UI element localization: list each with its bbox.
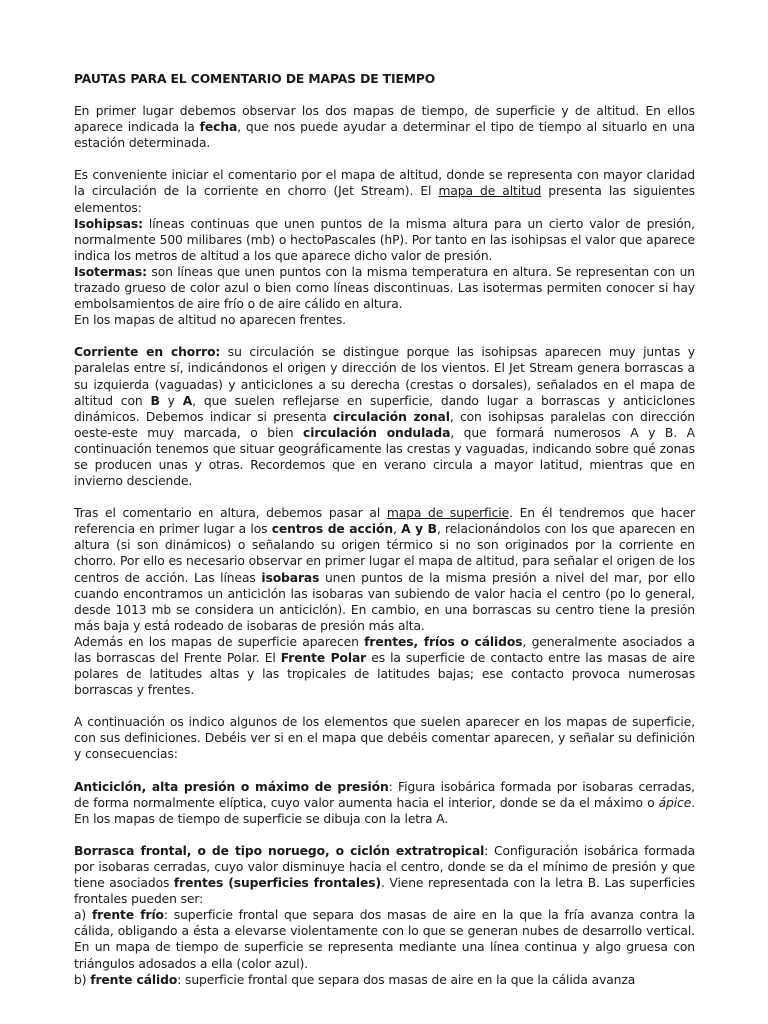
document-title: PAUTAS PARA EL COMENTARIO DE MAPAS DE TIEMPO: [74, 72, 436, 86]
mapa-altitud-link[interactable]: mapa de altitud: [438, 184, 542, 199]
isohipsas-definition: Isohipsas: líneas continuas que unen puntos de la misma altura para un cierto valor de presión, normalmente 500 milibares (mb) o hectoPascales (hP). Por tanto en las isohipsas el valor que aparece indica los metros de altitud a los que aparece dicho valor de presión.: [74, 216, 695, 263]
frentes-paragraph: Además en los mapas de superficie aparecen frentes, fríos o cálidos, generalmente asociados a las borrascas del Frente Polar. El Frente Polar es la superficie de contacto entre las masas de aire polares de latitudes altas y las tropicales de latitudes bajas; ese contacto provoca numerosas borrascas y frentes.: [74, 634, 695, 698]
document-body: [74, 71, 695, 988]
superficie-paragraph: Tras el comentario en altura, debemos pasar al mapa de superficie. En él tendremos que hacer referencia en primer lugar a los centros de acción, A y B, relacionándolos con los que aparecen en altura (si son dinámicos) o señalando su origen térmico si no son originados por la corriente en chorro. Por ello es necesario observar en primer lugar el mapa de altitud, para señalar el origen de los centros de acción. Las líneas isobaras unen puntos de la misma presión a nivel del mar, por ello cuando encontramos un anticiclón las isobaras van subiendo de valor hacia el centro (po lo general, desde 1013 mb se considera un anticiclón). En cambio, en una borrascas su centro tiene la presión más baja y está rodeado de isobaras de presión más alta.: [74, 506, 695, 633]
indico-paragraph: A continuación os indico algunos de los elementos que suelen aparecer en los mapas de superficie, con sus definiciones. Debéis ver si en el mapa que debéis comentar aparecen, y señalar su definición y consecuencias:: [74, 715, 695, 762]
corriente-paragraph: Corriente en chorro: su circulación se distingue porque las isohipsas aparecen muy juntas y paralelas entre sí, indicándonos el origen y dirección de los vientos. El Jet Stream genera borrascas a su izquierda (vaguadas) y anticiclones a su derecha (crestas o dorsales), señalados en el mapa de altitud con B y A, que suelen reflejarse en superficie, dando lugar a borrascas y anticiclones dinámicos. Debemos indicar si presenta circulación zonal, con isohipsas paralelas con dirección oeste-este muy marcada, o bien circulación ondulada, que formará numerosos A y B. A continuación tenemos que situar geográficamente las crestas y vaguadas, indicando sobre qué zonas se producen unas y otras. Recordemos que en verano circula a mayor latitud, mientras que en invierno desciende.: [74, 345, 696, 489]
anticiclon-definition: Anticiclón, alta presión o máximo de presión: Figura isobárica formada por isobaras cerradas, de forma normalmente elíptica, cuyo valor aumenta hacia el interior, donde se da el máximo o ápice. En los mapas de tiempo de superficie se dibuja con la letra A.: [74, 779, 695, 826]
mapa-superficie-link[interactable]: mapa de superficie: [386, 506, 510, 521]
frente-calido-item: b) frente cálido: superficie frontal que separa dos masas de aire en la que la cálida avanza: [74, 972, 636, 987]
altitud-paragraph: Es conveniente iniciar el comentario por el mapa de altitud, donde se representa con mayor claridad la circulación de la corriente en chorro (Jet Stream). El mapa de altitud presenta las siguientes elementos:: [74, 168, 695, 215]
intro-paragraph: En primer lugar debemos observar los dos mapas de tiempo, de superficie y de altitud. En ellos aparece indicada la fecha, que nos puede ayudar a determinar el tipo de tiempo al situarlo en una estación determinada.: [74, 104, 695, 151]
isotermas-definition: Isotermas: son líneas que unen puntos con la misma temperatura en altura. Se representan con un trazado grueso de color azul o bien como líneas discontinuas. Las isotermas permiten conocer si hay embolsamientos de aire frío o de aire cálido en altura.: [74, 264, 695, 312]
frente-frio-item: a) frente frío: superficie frontal que separa dos masas de aire en la que la fría avanza contra la cálida, obligando a ésta a elevarse violentamente con lo que se generan nubes de desarrollo vertical. En un mapa de tiempo de superficie se representa mediante una línea continua y algo gruesa con triángulos adosados a ella (color azul).: [74, 908, 695, 971]
no-frentes-note: En los mapas de altitud no aparecen frentes.: [74, 313, 346, 328]
borrasca-definition: Borrasca frontal, o de tipo noruego, o ciclón extratropical: Configuración isobárica formada por isobaras cerradas, cuyo valor disminuye hacia el centro, donde se da el mínimo de presión y que tiene asociados frentes (superficies frontales). Viene representada con la letra B. Las superficies frontales pueden ser:: [74, 843, 695, 907]
